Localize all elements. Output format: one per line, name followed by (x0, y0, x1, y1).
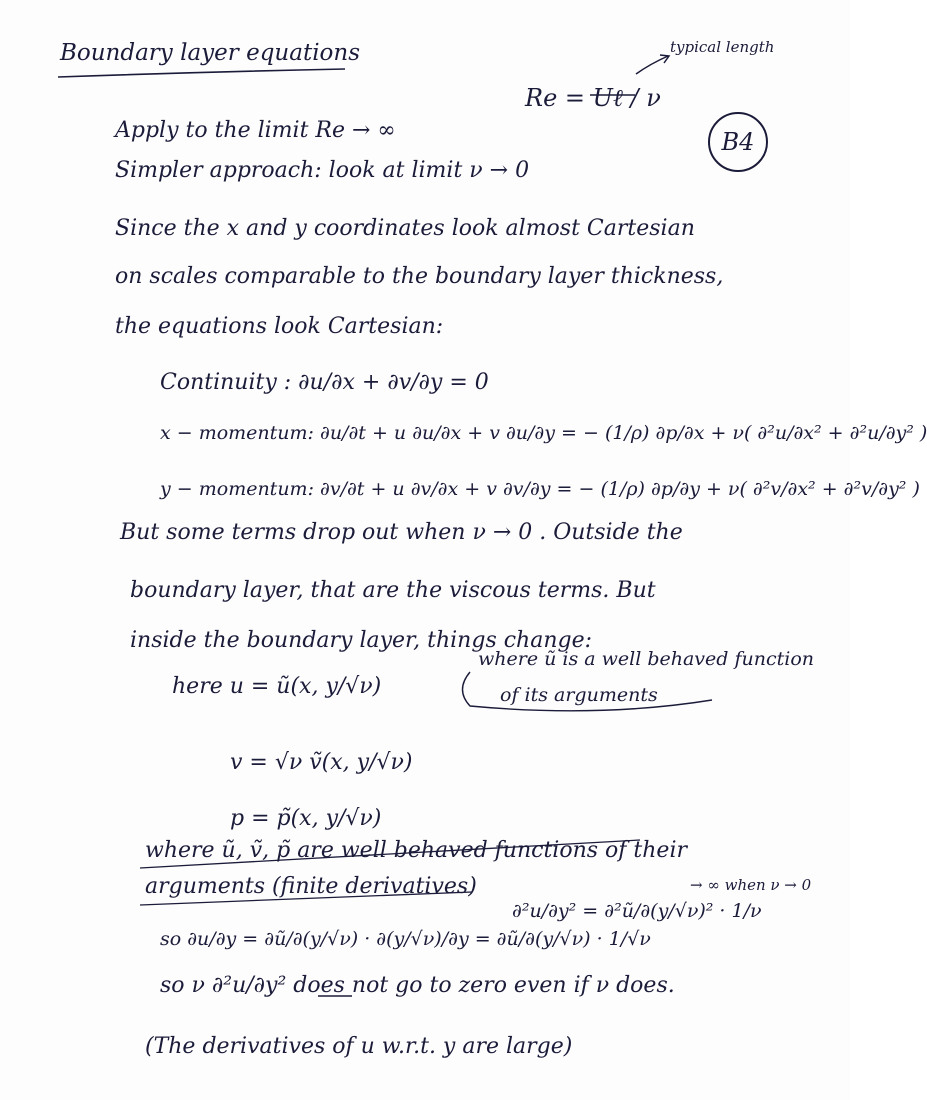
line-since-1: Since the x and y coordinates look almost Cartesian (115, 216, 695, 241)
equation-p-scaling: p = p̃(x, y/√ν) (230, 806, 382, 831)
equation-y-momentum: y − momentum: ∂v/∂t + u ∂v/∂x + v ∂v/∂y = − (1/ρ) ∂p/∂y + ν( ∂²v/∂x² + ∂²v/∂y² ) (160, 478, 920, 500)
note-where-line-2: of its arguments (500, 684, 658, 706)
line-but-3: inside the boundary layer, things change: (130, 628, 593, 653)
typical-length-label: typical length (670, 38, 775, 56)
equation-first-derivative: so ∂u/∂y = ∂ũ/∂(y/√ν) · ∂(y/√ν)/∂y = ∂ũ/∂(y/√ν) · 1/√ν (160, 928, 651, 950)
reynolds-definition: Re = Uℓ / ν (525, 84, 661, 112)
line-apply-limit: Apply to the limit Re → ∞ (115, 118, 396, 143)
equation-v-scaling: v = √ν ṽ(x, y/√ν) (230, 750, 413, 775)
equation-x-momentum: x − momentum: ∂u/∂t + u ∂u/∂x + v ∂u/∂y = − (1/ρ) ∂p/∂x + ν( ∂²u/∂x² + ∂²u/∂y² ) (160, 422, 927, 444)
line-but-1: But some terms drop out when ν → 0 . Outside the (120, 520, 683, 545)
line-where-functions-1: where ũ, ṽ, p̃ are well behaved functions of their (145, 838, 688, 863)
page-badge-label: B4 (721, 128, 755, 156)
line-where-functions-2: arguments (finite derivatives) (145, 874, 477, 899)
equation-u-scaling: here u = ũ(x, y/√ν) (172, 674, 382, 699)
line-but-2: boundary layer, that are the viscous terms. But (130, 578, 656, 603)
equation-second-derivative: ∂²u/∂y² = ∂²ũ/∂(y/√ν)² · 1/ν (512, 900, 762, 922)
page-badge (708, 112, 768, 172)
line-so-nu-term: so ν ∂²u/∂y² does not go to zero even if ν does. (160, 973, 675, 998)
line-final-remark: (The derivatives of u w.r.t. y are large) (145, 1034, 573, 1059)
note-goes-to-infinity: → ∞ when ν → 0 (690, 876, 812, 894)
page-title: Boundary layer equations (60, 40, 361, 66)
line-simpler-approach: Simpler approach: look at limit ν → 0 (115, 158, 530, 183)
equation-continuity: Continuity : ∂u/∂x + ∂v/∂y = 0 (160, 370, 489, 395)
note-where-line-1: where ũ is a well behaved function (478, 648, 815, 670)
line-since-3: the equations look Cartesian: (115, 314, 444, 339)
line-since-2: on scales comparable to the boundary layer thickness, (115, 264, 724, 289)
